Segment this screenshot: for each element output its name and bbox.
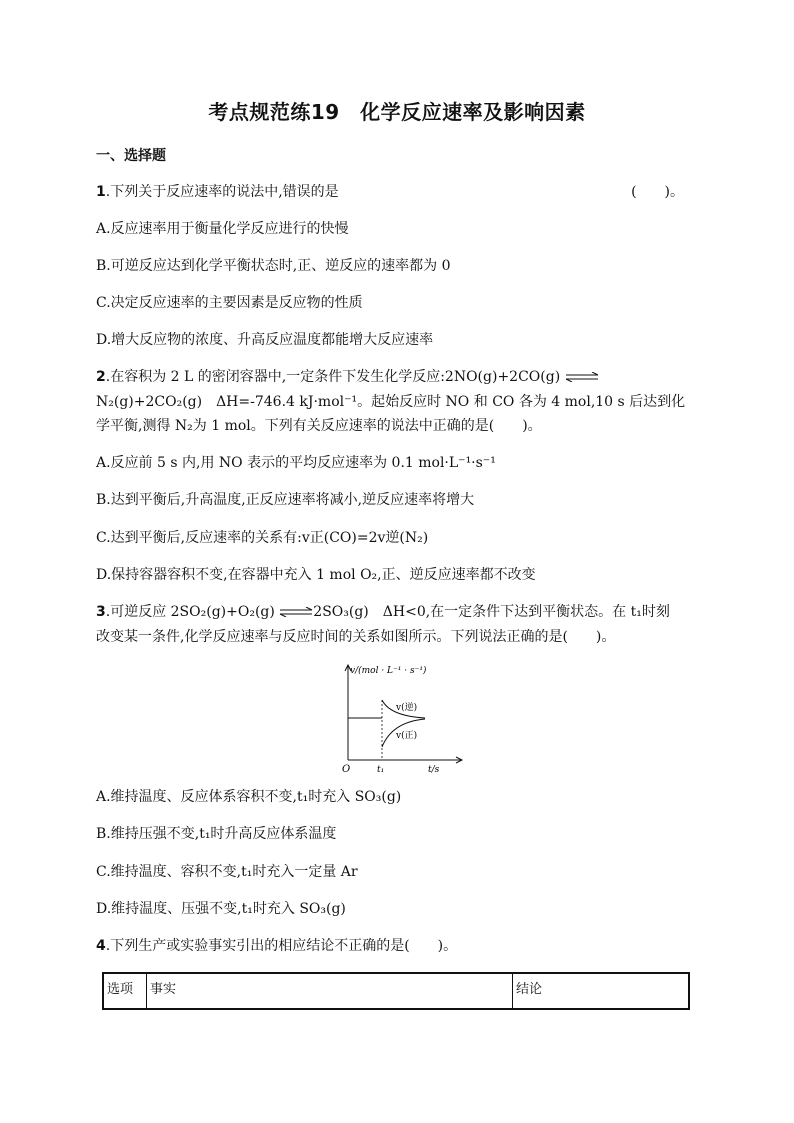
q4-table-header	[102, 972, 690, 1010]
q3-stem-line2: 改变某一条件,化学反应速率与反应时间的关系如图所示。下列说法正确的是( )。	[96, 629, 616, 645]
q3-option-b: B.维持压强不变,t₁时升高反应体系温度	[96, 826, 337, 842]
graph-curve-forward: v(正)	[396, 731, 418, 741]
q1-option-c: C.决定反应速率的主要因素是反应物的性质	[96, 295, 363, 311]
q1-option-a: A.反应速率用于衡量化学反应进行的快慢	[96, 221, 349, 237]
q2-option-a: A.反应前 5 s 内,用 NO 表示的平均反应速率为 0.1 mol·L⁻¹·s⁻¹	[96, 455, 496, 471]
equilibrium-arrow-icon	[565, 372, 599, 382]
table-header-fact: 事实	[147, 974, 513, 1008]
q1-stem: 1.下列关于反应速率的说法中,错误的是	[96, 184, 339, 200]
q4-stem: 4.下列生产或实验事实引出的相应结论不正确的是( )。	[96, 938, 458, 954]
q3-option-a: A.维持温度、反应体系容积不变,t₁时充入 SO₃(g)	[96, 789, 402, 805]
q2-option-b: B.达到平衡后,升高温度,正反应速率将减小,逆反应速率将增大	[96, 492, 475, 508]
q2-option-d: D.保持容器容积不变,在容器中充入 1 mol O₂,正、逆反应速率都不改变	[96, 567, 536, 583]
q2-stem-line2: N₂(g)+2CO₂(g) ΔH=-746.4 kJ·mol⁻¹。起始反应时 NO 和 CO 各为 4 mol,10 s 后达到化	[96, 394, 686, 410]
table-header-conclusion: 结论	[516, 982, 543, 997]
graph-t1-label: t₁	[377, 765, 385, 775]
q1-number: 1	[96, 184, 106, 200]
q4-number: 4	[96, 938, 106, 954]
q3-option-c: C.维持温度、容积不变,t₁时充入一定量 Ar	[96, 864, 358, 880]
q3-option-d: D.维持温度、压强不变,t₁时充入 SO₃(g)	[96, 901, 346, 917]
q2-option-c: C.达到平衡后,反应速率的关系有:v正(CO)=2v逆(N₂)	[96, 530, 429, 546]
graph-y-label: v/(mol · L⁻¹ · s⁻¹)	[350, 666, 427, 676]
q1-option-b: B.可逆反应达到化学平衡状态时,正、逆反应的速率都为 0	[96, 258, 451, 274]
page-title: 考点规范练19 化学反应速率及影响因素	[208, 100, 586, 124]
graph-origin-label: O	[342, 764, 351, 775]
q3-stem-line1: 3.可逆反应 2SO₂(g)+O₂(g) 2SO₃(g) ΔH<0,在一定条件下达到平衡状态。在 t₁时刻	[96, 604, 670, 620]
equilibrium-arrow-icon	[279, 607, 313, 617]
graph-curve-reverse: v(逆)	[396, 703, 418, 713]
section-heading: 一、选择题	[96, 148, 166, 164]
q3-number: 3	[96, 604, 106, 620]
rate-time-graph	[330, 660, 470, 775]
q2-stem-line3: 学平衡,测得 N₂为 1 mol。下列有关反应速率的说法中正确的是( )。	[96, 418, 542, 434]
q1-option-d: D.增大反应物的浓度、升高反应温度都能增大反应速率	[96, 332, 434, 348]
graph-x-label: t/s	[428, 765, 440, 775]
q1-answer-blank: ( )。	[631, 184, 684, 200]
q2-number: 2	[96, 369, 106, 385]
q2-stem-line1: 2.在容积为 2 L 的密闭容器中,一定条件下发生化学反应:2NO(g)+2CO(g)	[96, 367, 599, 387]
table-header-option: 选项	[104, 974, 147, 1008]
